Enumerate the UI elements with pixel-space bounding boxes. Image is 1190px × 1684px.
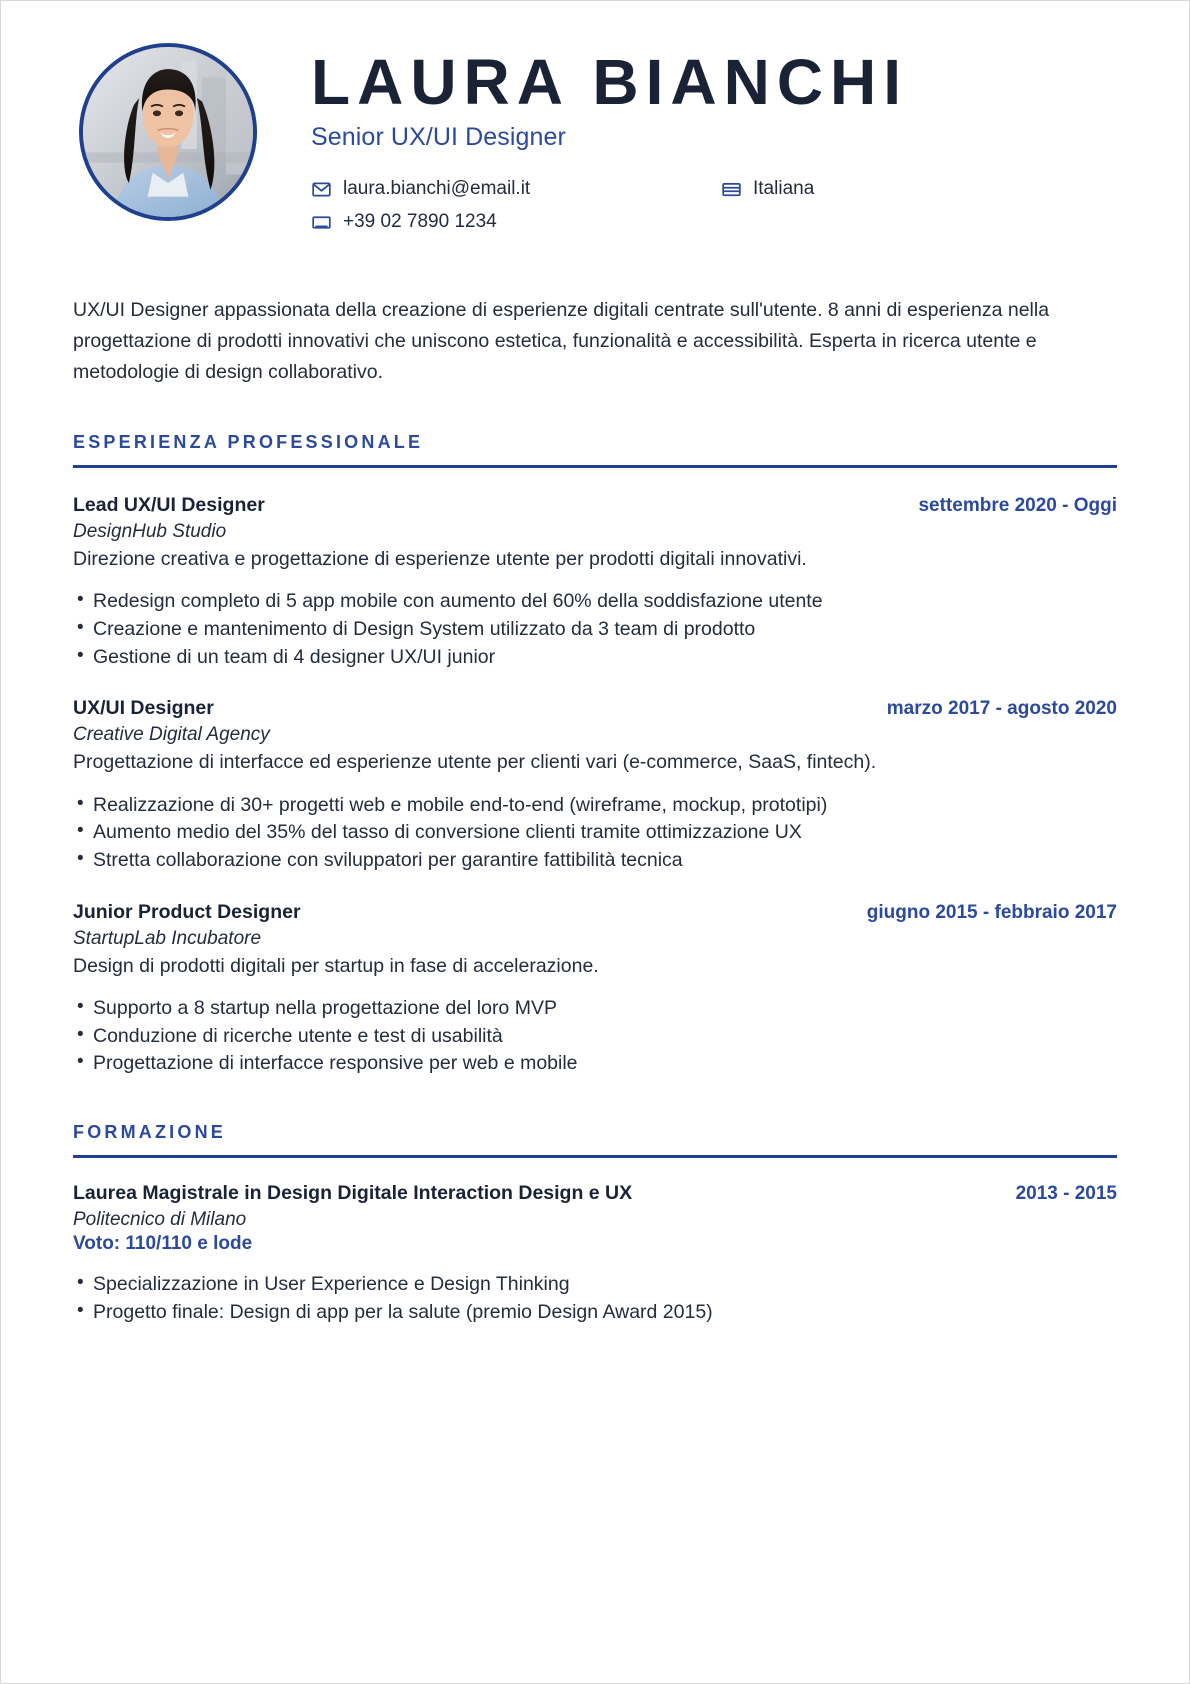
experience-bullet-list (73, 588, 1117, 671)
section-divider (73, 1155, 1117, 1158)
list-item: • Stretta collaborazione con sviluppatori per garantire fattibilità tecnica (73, 847, 1117, 875)
list-item: • Gestione di un team di 4 designer UX/UI junior (73, 644, 1117, 672)
resume-header (73, 31, 1117, 233)
contact-list (311, 178, 1117, 234)
header-text-block (257, 39, 1117, 233)
education-bullet-list (73, 1271, 1117, 1326)
experience-job-title: Lead UX/UI Designer (73, 493, 265, 516)
experience-company: DesignHub Studio (73, 520, 227, 542)
experience-description: Direzione creativa e progettazione di esperienze utente per prodotti digitali innovativi. (73, 547, 807, 570)
contact-phone-text: +39 02 7890 1234 (343, 210, 497, 232)
id-card-icon (721, 179, 742, 200)
education-degree: Laurea Magistrale in Design Digitale Interaction Design e UX (73, 1181, 633, 1204)
list-item: • Realizzazione di 30+ progetti web e mobile end-to-end (wireframe, mockup, prototipi) (73, 792, 1117, 820)
list-item: • Redesign completo di 5 app mobile con aumento del 60% della soddisfazione utente (73, 588, 1117, 616)
list-item: • Specializzazione in User Experience e Design Thinking (73, 1271, 1117, 1299)
device-icon (311, 212, 332, 233)
experience-entry (73, 697, 1117, 874)
contact-phone[interactable] (311, 211, 721, 234)
experience-job-title: UX/UI Designer (73, 697, 214, 720)
experience-company: StartupLab Incubatore (73, 927, 262, 949)
education-institution: Politecnico di Milano (73, 1208, 247, 1230)
page-title: LAURA BIANCHI (311, 46, 909, 118)
contact-email-text: laura.bianchi@email.it (343, 177, 531, 199)
avatar (73, 39, 257, 221)
experience-description: Progettazione di interfacce ed esperienze utente per clienti vari (e-commerce, SaaS, fintech). (73, 751, 877, 774)
job-role: Senior UX/UI Designer (311, 122, 566, 151)
experience-entry (73, 494, 1117, 671)
experience-bullet-list (73, 792, 1117, 875)
profile-photo-graphic (83, 47, 253, 217)
experience-job-title: Junior Product Designer (73, 900, 301, 923)
experience-company: Creative Digital Agency (73, 724, 270, 746)
section-education (73, 1122, 1117, 1326)
contact-nationality-text: Italiana (753, 177, 815, 199)
list-item: • Progettazione di interfacce responsive per web e mobile (73, 1050, 1117, 1078)
contact-email[interactable] (311, 178, 721, 201)
list-item: • Conduzione di ricerche utente e test di usabilità (73, 1023, 1117, 1051)
list-item: • Supporto a 8 startup nella progettazione del loro MVP (73, 995, 1117, 1023)
section-title-experience: ESPERIENZA PROFESSIONALE (73, 431, 424, 452)
list-item: • Aumento medio del 35% del tasso di conversione clienti tramite ottimizzazione UX (73, 819, 1117, 847)
list-item: • Creazione e mantenimento di Design System utilizzato da 3 team di prodotto (73, 616, 1117, 644)
experience-date: settembre 2020 - Oggi (918, 494, 1117, 516)
education-grade: Voto: 110/110 e lode (73, 1232, 253, 1254)
section-divider (73, 465, 1117, 468)
experience-date: marzo 2017 - agosto 2020 (886, 698, 1117, 720)
profile-photo (79, 43, 257, 221)
profile-summary: UX/UI Designer appassionata della creazione di esperienze digitali centrate sull'utente. 8 anni di esperienza nella progettazione di prodotti innovativi che uniscono estetica, funzionalità e accessibilità. Esperta in ricerca utente e metodologie di design collaborativo. (73, 299, 1050, 384)
experience-date: giugno 2015 - febbraio 2017 (866, 901, 1117, 923)
experience-bullet-list (73, 995, 1117, 1078)
education-date: 2013 - 2015 (1015, 1182, 1117, 1204)
education-entry (73, 1182, 1117, 1326)
envelope-icon (311, 179, 332, 200)
section-experience (73, 432, 1117, 1078)
experience-entry (73, 901, 1117, 1078)
experience-description: Design di prodotti digitali per startup in fase di accelerazione. (73, 954, 599, 977)
section-title-education: FORMAZIONE (73, 1121, 226, 1142)
contact-nationality (721, 178, 1117, 201)
list-item: • Progetto finale: Design di app per la salute (premio Design Award 2015) (73, 1299, 1117, 1327)
